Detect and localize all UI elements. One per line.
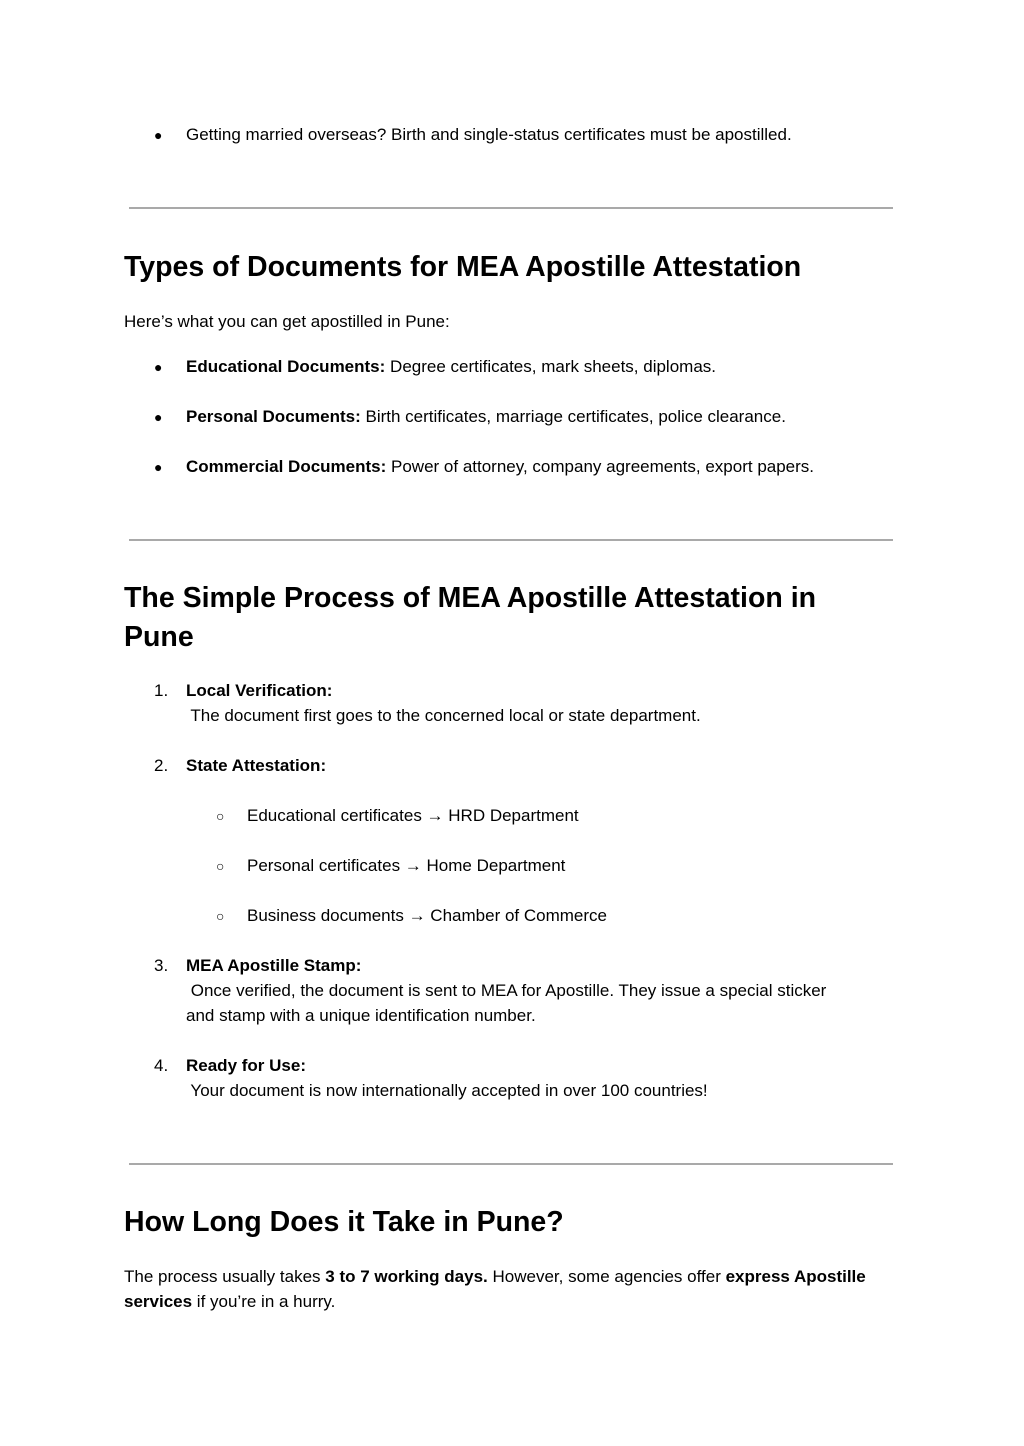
paragraph-text: if you’re in a hurry. bbox=[192, 1292, 336, 1311]
paragraph-bold-text: 3 to 7 working days. bbox=[325, 1267, 488, 1286]
sub-bullet-glyph: ○ bbox=[216, 908, 225, 924]
sub-list-item-text: Personal certificates → Home Department bbox=[247, 856, 566, 875]
sub-bullet-glyph: ○ bbox=[216, 858, 225, 874]
step-label: Local Verification: bbox=[186, 681, 333, 700]
paragraph-bold-text: express Apostille services bbox=[124, 1267, 866, 1311]
list-item-label: Commercial Documents: bbox=[186, 457, 387, 476]
step-number: 1. bbox=[154, 681, 169, 700]
step-detail: Once verified, the document is sent to MEA for Apostille. They issue a special sticker and stamp with a unique identification number. bbox=[186, 981, 832, 1025]
step-detail: Your document is now internationally accepted in over 100 countries! bbox=[186, 1081, 708, 1100]
step-label: Ready for Use: bbox=[186, 1056, 306, 1075]
list-item-text: Degree certificates, mark sheets, diplomas. bbox=[385, 357, 716, 376]
sub-list-item bbox=[216, 903, 607, 929]
bullet-glyph: ● bbox=[154, 459, 163, 475]
paragraph-text: The process usually takes bbox=[124, 1267, 326, 1286]
horizontal-divider bbox=[129, 539, 893, 541]
horizontal-divider bbox=[129, 1163, 893, 1165]
bullet-glyph: ● bbox=[154, 359, 163, 375]
list-item bbox=[154, 404, 786, 430]
list-item-label: Personal Documents: bbox=[186, 407, 361, 426]
horizontal-divider bbox=[129, 207, 893, 209]
section-intro: Here’s what you can get apostilled in Pune: bbox=[124, 312, 450, 331]
sub-list-item-text: Business documents → Chamber of Commerce bbox=[247, 906, 607, 925]
paragraph-text: However, some agencies offer bbox=[487, 1267, 726, 1286]
list-item-text: Power of attorney, company agreements, export papers. bbox=[386, 457, 815, 476]
list-item-label: Educational Documents: bbox=[186, 357, 386, 376]
section-heading-types: Types of Documents for MEA Apostille Attestation bbox=[124, 251, 802, 283]
step-label: State Attestation: bbox=[186, 756, 327, 775]
bullet-glyph: ● bbox=[154, 127, 163, 143]
step-number: 2. bbox=[154, 756, 169, 775]
sub-list-item bbox=[216, 853, 565, 879]
duration-paragraph bbox=[124, 1264, 874, 1314]
section-heading-duration: How Long Does it Take in Pune? bbox=[124, 1206, 564, 1238]
list-item-text: Getting married overseas? Birth and single-status certificates must be apostilled. bbox=[186, 125, 792, 144]
step-number: 4. bbox=[154, 1056, 169, 1075]
sub-list-item bbox=[216, 803, 579, 829]
step-number: 3. bbox=[154, 956, 169, 975]
sub-list-item-text: Educational certificates → HRD Department bbox=[247, 806, 579, 825]
section-heading-process: The Simple Process of MEA Apostille Attestation in Pune bbox=[124, 582, 817, 653]
list-item bbox=[154, 354, 716, 380]
list-item-text: Birth certificates, marriage certificates, police clearance. bbox=[360, 407, 786, 426]
bullet-glyph: ● bbox=[154, 409, 163, 425]
list-item bbox=[154, 122, 792, 148]
step-label: MEA Apostille Stamp: bbox=[186, 956, 362, 975]
step-detail: The document first goes to the concerned local or state department. bbox=[186, 706, 701, 725]
sub-bullet-glyph: ○ bbox=[216, 808, 225, 824]
list-item bbox=[154, 454, 814, 480]
